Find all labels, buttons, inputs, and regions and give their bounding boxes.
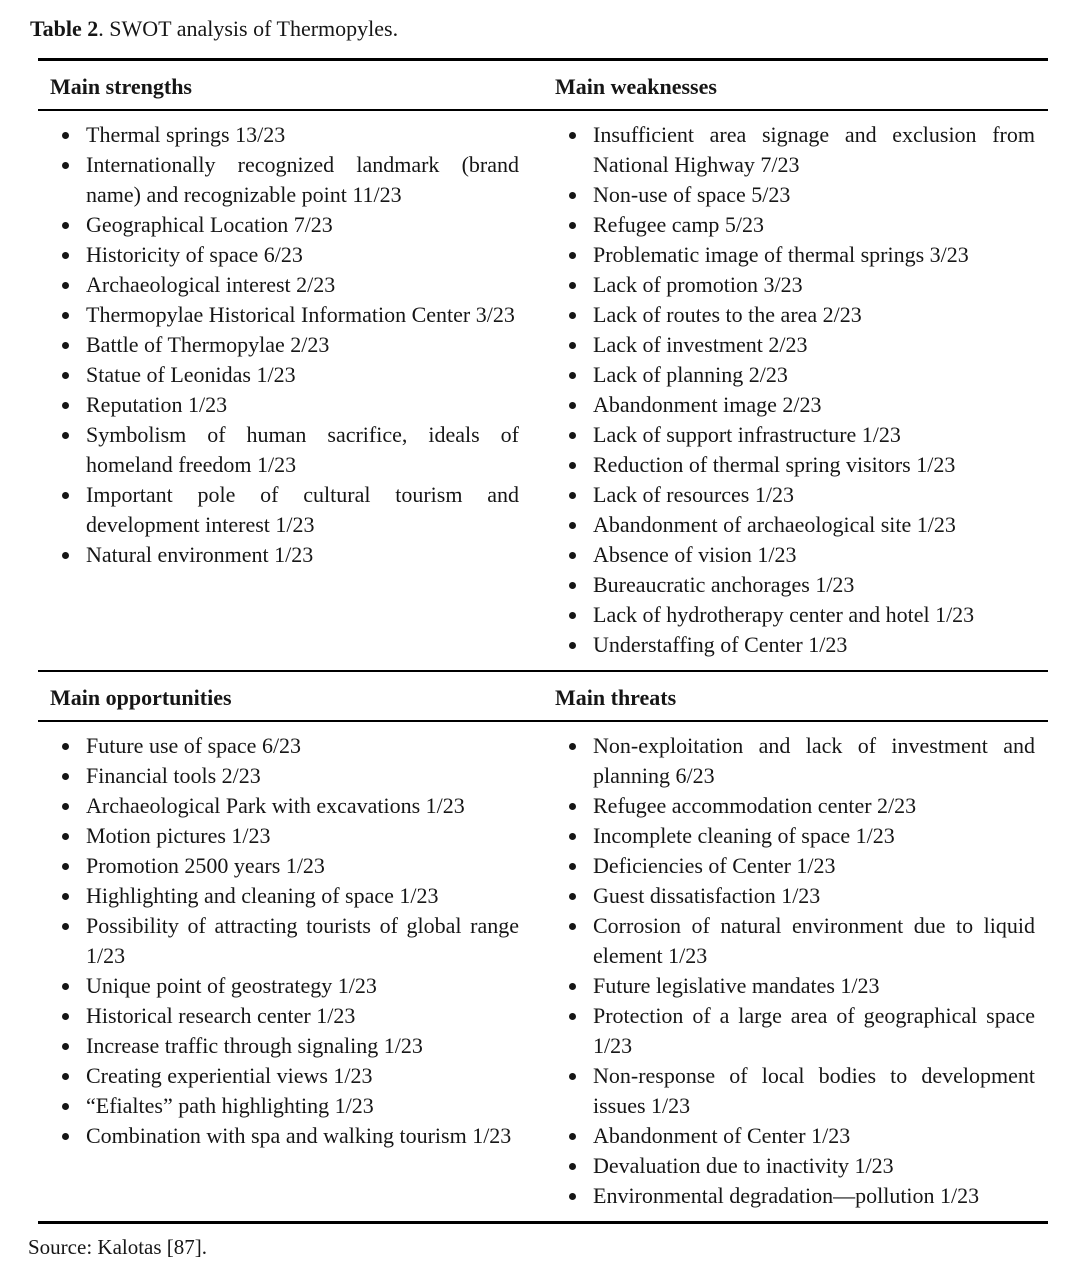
strengths-list [38, 120, 543, 570]
threat-item: • Guest dissatisfaction 1/23 [589, 881, 1035, 911]
strength-item: • Important pole of cultural tourism and development interest 1/23 [82, 480, 519, 540]
weaknesses-cell [543, 111, 1048, 670]
opportunity-item: • Historical research center 1/23 [82, 1001, 519, 1031]
header-row-strengths-weaknesses [38, 61, 1048, 111]
weaknesses-list [543, 120, 1048, 660]
weakness-item: • Lack of investment 2/23 [589, 330, 1035, 360]
weakness-item: • Lack of promotion 3/23 [589, 270, 1035, 300]
threats-cell [543, 722, 1048, 1221]
opportunities-header: Main opportunities [50, 685, 232, 710]
strength-item: • Statue of Leonidas 1/23 [82, 360, 519, 390]
weakness-item: • Understaffing of Center 1/23 [589, 630, 1035, 660]
opportunity-item: • Promotion 2500 years 1/23 [82, 851, 519, 881]
table-caption-label: Table 2 [30, 16, 99, 41]
opportunity-item: • Archaeological Park with excavations 1/23 [82, 791, 519, 821]
opportunity-item: • Increase traffic through signaling 1/23 [82, 1031, 519, 1061]
threats-list [543, 731, 1048, 1211]
opportunity-item: • Possibility of attracting tourists of global range 1/23 [82, 911, 519, 971]
swot-table [38, 58, 1048, 1224]
body-row-opportunities-threats [38, 722, 1048, 1221]
strength-item: • Archaeological interest 2/23 [82, 270, 519, 300]
opportunities-cell [38, 722, 543, 1221]
weakness-item: • Lack of planning 2/23 [589, 360, 1035, 390]
threats-header: Main threats [555, 685, 677, 710]
opportunity-item: • Unique point of geostrategy 1/23 [82, 971, 519, 1001]
weakness-item: • Abandonment image 2/23 [589, 390, 1035, 420]
weakness-item: • Lack of routes to the area 2/23 [589, 300, 1035, 330]
opportunity-item: • Motion pictures 1/23 [82, 821, 519, 851]
opportunity-item: • Combination with spa and walking tourism 1/23 [82, 1121, 519, 1151]
threat-item: • Abandonment of Center 1/23 [589, 1121, 1035, 1151]
threat-item: • Environmental degradation—pollution 1/23 [589, 1181, 1035, 1211]
strength-item: • Symbolism of human sacrifice, ideals of homeland freedom 1/23 [82, 420, 519, 480]
strength-item: • Internationally recognized landmark (brand name) and recognizable point 11/23 [82, 150, 519, 210]
threat-item: • Refugee accommodation center 2/23 [589, 791, 1035, 821]
weakness-item: • Lack of resources 1/23 [589, 480, 1035, 510]
strength-item: • Thermal springs 13/23 [82, 120, 519, 150]
opportunity-item: • Highlighting and cleaning of space 1/23 [82, 881, 519, 911]
threat-item: • Non-exploitation and lack of investment and planning 6/23 [589, 731, 1035, 791]
strength-item: • Reputation 1/23 [82, 390, 519, 420]
threat-item: • Non-response of local bodies to development issues 1/23 [589, 1061, 1035, 1121]
strengths-header: Main strengths [50, 74, 192, 99]
table-caption [30, 14, 1086, 44]
weakness-item: • Insufficient area signage and exclusion from National Highway 7/23 [589, 120, 1035, 180]
weakness-item: • Bureaucratic anchorages 1/23 [589, 570, 1035, 600]
weakness-item: • Absence of vision 1/23 [589, 540, 1035, 570]
strength-item: • Historicity of space 6/23 [82, 240, 519, 270]
threat-item: • Future legislative mandates 1/23 [589, 971, 1035, 1001]
strength-item: • Geographical Location 7/23 [82, 210, 519, 240]
threat-item: • Deficiencies of Center 1/23 [589, 851, 1035, 881]
source-note: Source: Kalotas [87]. [28, 1235, 208, 1259]
threat-item: • Corrosion of natural environment due to liquid element 1/23 [589, 911, 1035, 971]
header-row-opportunities-threats [38, 672, 1048, 722]
weakness-item: • Abandonment of archaeological site 1/23 [589, 510, 1035, 540]
strength-item: • Battle of Thermopylae 2/23 [82, 330, 519, 360]
table-caption-text: . SWOT analysis of Thermopyles. [98, 16, 399, 41]
body-row-strengths-weaknesses [38, 111, 1048, 672]
weaknesses-header: Main weaknesses [555, 74, 717, 99]
threat-item: • Devaluation due to inactivity 1/23 [589, 1151, 1035, 1181]
weakness-item: • Problematic image of thermal springs 3/23 [589, 240, 1035, 270]
opportunity-item: • Future use of space 6/23 [82, 731, 519, 761]
weakness-item: • Refugee camp 5/23 [589, 210, 1035, 240]
opportunities-list [38, 731, 543, 1151]
threat-item: • Incomplete cleaning of space 1/23 [589, 821, 1035, 851]
weakness-item: • Lack of hydrotherapy center and hotel 1/23 [589, 600, 1035, 630]
strength-item: • Thermopylae Historical Information Center 3/23 [82, 300, 519, 330]
strengths-cell [38, 111, 543, 670]
threat-item: • Protection of a large area of geographical space 1/23 [589, 1001, 1035, 1061]
weakness-item: • Non-use of space 5/23 [589, 180, 1035, 210]
opportunity-item: • “Efialtes” path highlighting 1/23 [82, 1091, 519, 1121]
weakness-item: • Reduction of thermal spring visitors 1/23 [589, 450, 1035, 480]
weakness-item: • Lack of support infrastructure 1/23 [589, 420, 1035, 450]
opportunity-item: • Financial tools 2/23 [82, 761, 519, 791]
strength-item: • Natural environment 1/23 [82, 540, 519, 570]
opportunity-item: • Creating experiential views 1/23 [82, 1061, 519, 1091]
